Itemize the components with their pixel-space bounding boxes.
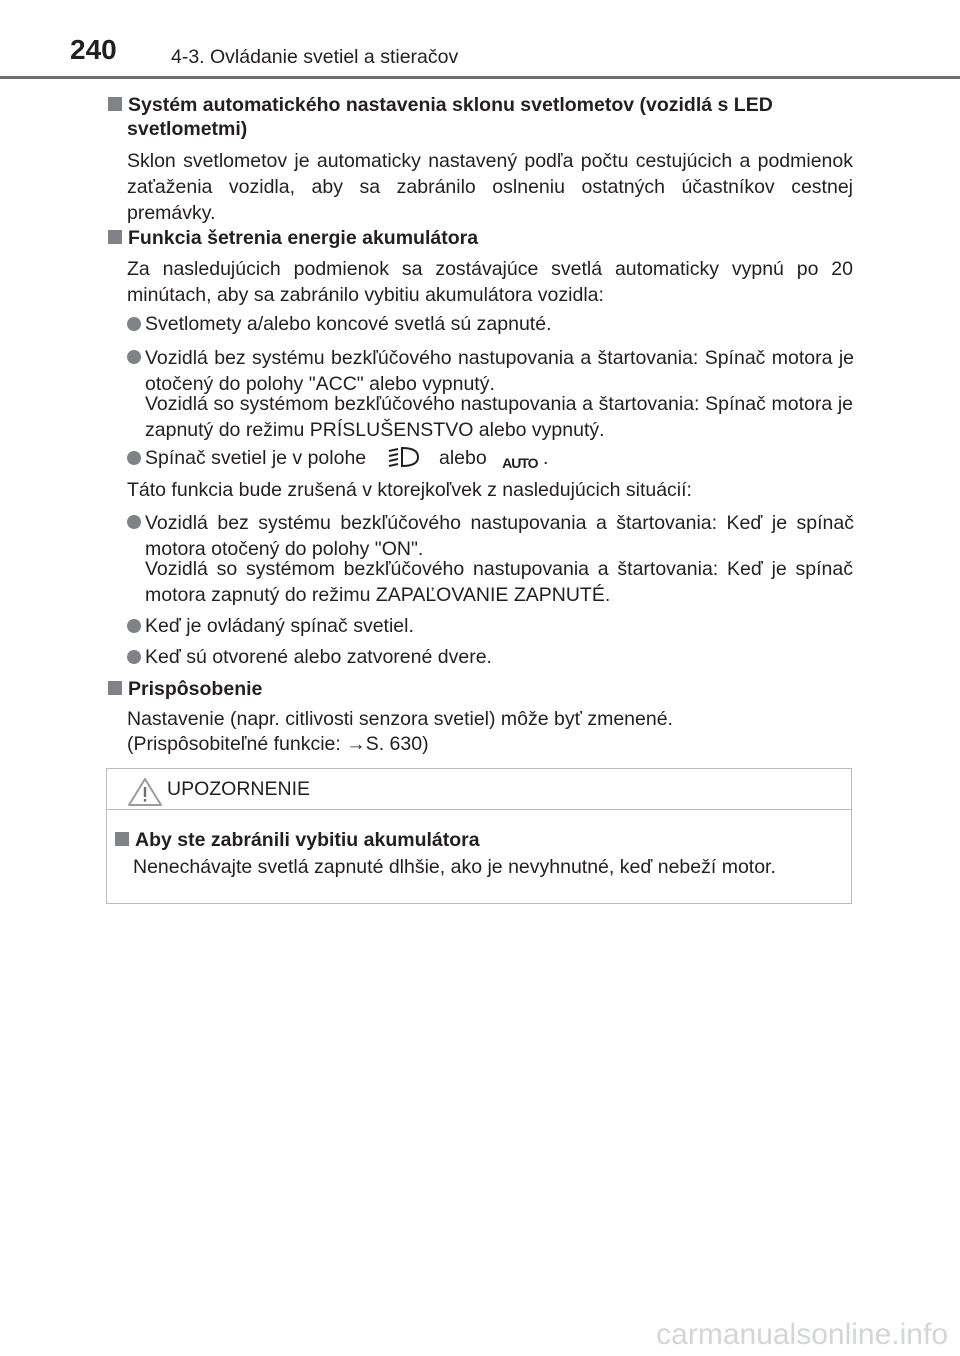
warning-triangle-icon [127,777,163,812]
list-item [127,614,854,638]
square-bullet-icon [108,97,122,111]
square-bullet-icon [115,832,129,846]
watermark: carmanualsonline.info [656,1318,948,1351]
cancel-intro: Táto funkcia bude zrušená v ktorejkoľvek z nasledujúcich situácií: [127,479,692,501]
section-heading-text: Funkcia šetrenia energie akumulátora [128,227,479,249]
chapter-title: 4-3. Ovládanie svetiel a stieračov [171,46,459,68]
auto-icon-text: AUTO [502,455,538,471]
round-bullet-icon [127,317,141,331]
section-heading-leveling-line2: svetlometmi) [127,118,248,140]
customization-body: Nastavenie (napr. citlivosti senzora svetiel) môže byť zmenené. [127,708,673,730]
caution-subheading [115,828,480,852]
section-heading-leveling [108,93,854,117]
square-bullet-icon [108,681,122,695]
list-item-text: Keď sú otvorené alebo zatvorené dvere. [145,646,492,668]
caution-box [106,768,852,904]
list-item-text: Vozidlá bez systému bezkľúčového nastupovania a štartovania: Spínač motora je otočený do polohy "ACC" alebo vypnutý. [145,347,854,395]
headlight-icon [386,446,422,474]
section-heading-battery-saver [108,226,854,250]
list-item-text-suffix: . [542,447,549,469]
list-item-text: Vozidlá bez systému bezkľúčového nastupovania a štartovania: Keď je spínač motora otočený do polohy "ON". [145,512,854,560]
section-heading-text: Systém automatického nastavenia sklonu svetlometov (vozidlá s LED [128,94,773,116]
round-bullet-icon [127,619,141,633]
list-item [127,510,854,562]
round-bullet-icon [127,650,141,664]
caution-text: Nenechávajte svetlá zapnuté dlhšie, ako je nevyhnutné, keď nebeží motor. [133,856,776,878]
list-item [127,345,854,397]
list-item [127,312,854,336]
round-bullet-icon [127,350,141,364]
list-item-text: Svetlomety a/alebo koncové svetlá sú zapnuté. [145,313,552,335]
caution-subheading-text: Aby ste zabránili vybitiu akumulátora [135,829,480,851]
list-item-text: Keď je ovládaný spínač svetiel. [145,615,414,637]
list-item-text-wrap [145,446,854,475]
section-heading-customization [108,677,854,701]
list-item-text: Spínač svetiel je v polohe [145,447,367,469]
header-rule [0,76,960,79]
battery-saver-body: Za nasledujúcich podmienok sa zostávajúce svetlá automaticky vypnú po 20 minútach, aby sa zabránilo vybitiu akumulátora vozidla: [127,258,853,306]
caution-title: UPOZORNENIE [167,778,311,800]
page-header [0,0,960,80]
caution-header [107,769,851,810]
list-item-continuation: Vozidlá so systémom bezkľúčového nastupovania a štartovania: Keď je spínač motora zapnutý do režimu ZAPAĽOVANIE ZAPNUTÉ. [145,558,853,606]
list-item [127,645,854,669]
square-bullet-icon [108,230,122,244]
auto-icon [502,450,537,475]
round-bullet-icon [127,451,141,465]
round-bullet-icon [127,515,141,529]
leveling-body: Sklon svetlometov je automaticky nastavený podľa počtu cestujúcich a podmienok zaťaženia vozidla, aby sa zabránilo oslneniu ostatných účastníkov cestnej premávky. [127,150,853,224]
list-item-continuation: Vozidlá so systémom bezkľúčového nastupovania a štartovania: Spínač motora je zapnutý do režimu PRÍSLUŠENSTVO alebo vypnutý. [145,393,853,441]
list-item-switch-position [127,446,854,475]
page-number: 240 [70,34,117,65]
list-item-text-middle: alebo [438,447,487,469]
customization-reference: (Prispôsobiteľné funkcie: →S. 630) [127,733,429,755]
section-heading-text: Prispôsobenie [128,678,263,700]
